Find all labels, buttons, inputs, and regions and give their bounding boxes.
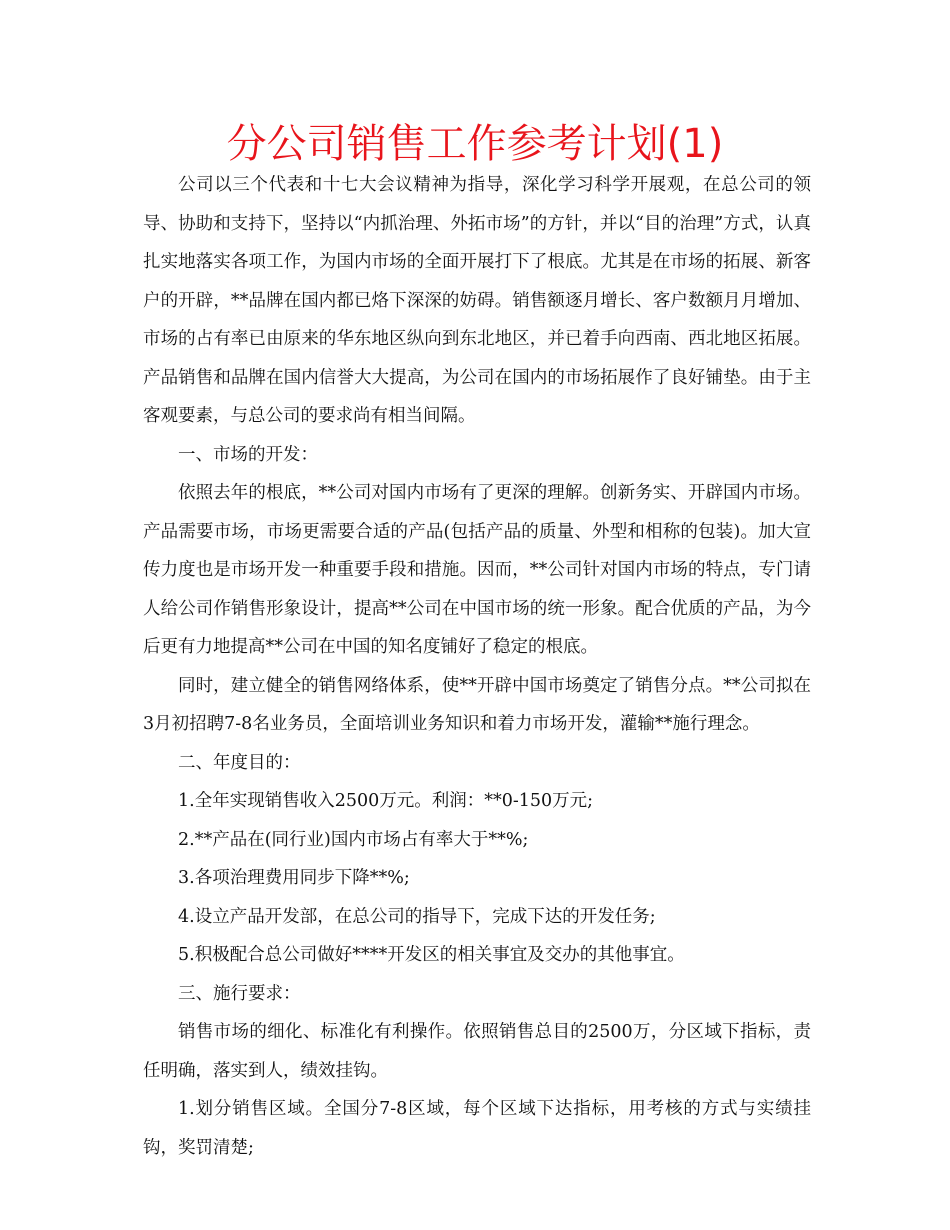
- goal-item-3: 3.各项治理费用同步下降**%;: [178, 868, 410, 888]
- paragraph-intro: 公司以三个代表和十七大会议精神为指导，深化学习科学开展观，在总公司的领导、协助和支持下，坚持以“内抓治理、外拓市场”的方针，并以“目的治理”方式，认真扎实地落实各项工作，为国内市场的全面开展打下了根底。尤其是在市场的拓展、新客户的开辟，**品牌在国内都已烙下深深的妨碍。销售额逐月增长、客户数额月月增加、市场的占有率已由原来的华东地区纵向到东北地区，并已着手向西南、西北地区拓展。产品销售和品牌在国内信誉大大提高，为公司在国内的市场拓展作了良好铺垫。由于主客观要素，与总公司的要求尚有相当间隔。: [143, 175, 811, 426]
- goal-item-4: 4.设立产品开发部，在总公司的指导下，完成下达的开发任务;: [178, 906, 656, 927]
- section-heading-annual-goals: 二、年度目的：: [178, 752, 301, 773]
- goal-item-5: 5.积极配合总公司做好****开发区的相关事宜及交办的其他事宜。: [178, 945, 685, 965]
- paragraph-market-development: 依照去年的根底，**公司对国内市场有了更深的理解。创新务实、开辟国内市场。产品需要市场，市场更需要合适的产品(包括产品的质量、外型和相称的包装)。加大宣传力度也是市场开发一种重要手段和措施。因而，**公司针对国内市场的特点，专门请人给公司作销售形象设计，提高**公司在中国市场的统一形象。配合优质的产品，为今后更有力地提高**公司在中国的知名度铺好了稳定的根底。: [143, 483, 811, 657]
- section-heading-implementation: 三、施行要求：: [178, 983, 301, 1004]
- goal-item-1: 1.全年实现销售收入2500万元。利润：**0-150万元;: [178, 791, 594, 811]
- section-heading-market-development: 一、市场的开发：: [178, 444, 318, 465]
- paragraph-implementation: 销售市场的细化、标准化有利操作。依照销售总目的2500万，分区域下指标，责任明确，落实到人，绩效挂钩。: [143, 1022, 811, 1081]
- goal-item-2: 2.**产品在(同行业)国内市场占有率大于**%;: [178, 829, 529, 850]
- implementation-item-1: 1.划分销售区域。全国分7-8区域，每个区域下达指标，用考核的方式与实绩挂钩，奖罚清楚;: [143, 1099, 811, 1158]
- document-title: 分公司销售工作参考计划(1): [226, 121, 724, 167]
- paragraph-sales-network: 同时，建立健全的销售网络体系，使**开辟中国市场奠定了销售分点。**公司拟在3月初招聘7-8名业务员，全面培训业务知识和着力市场开发，灌输**施行理念。: [143, 675, 811, 734]
- document-body: [143, 166, 811, 1167]
